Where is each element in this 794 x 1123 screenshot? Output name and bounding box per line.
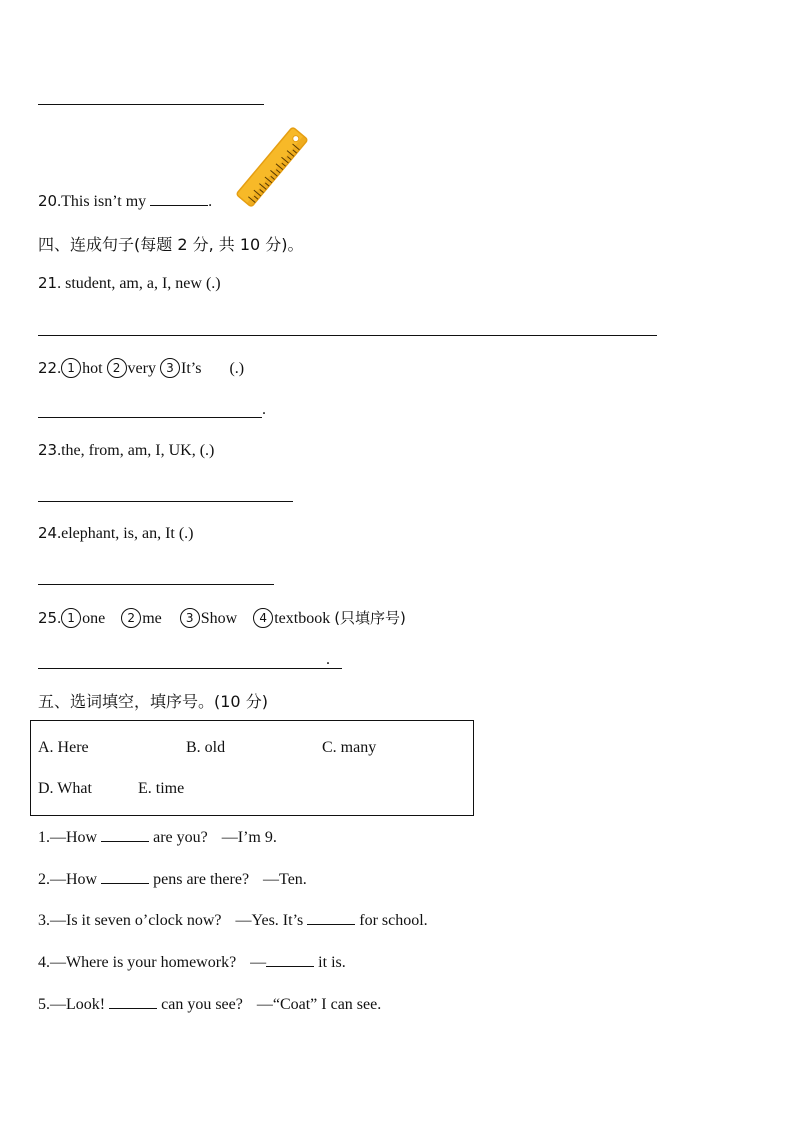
circled-number: 2 (107, 358, 127, 378)
answer-line-25[interactable] (38, 668, 342, 669)
question-24: 24.elephant, is, an, It (.) (38, 524, 194, 542)
question-text: .This isn’t my (57, 193, 147, 210)
word-options-box (30, 720, 474, 816)
answer-line-23[interactable] (38, 501, 293, 502)
circled-number: 3 (160, 358, 180, 378)
question-number: 20 (38, 192, 58, 210)
question-text: . student, am, a, I, new (.) (57, 275, 221, 292)
circled-number: 1 (61, 608, 81, 628)
answer-line-22[interactable] (38, 417, 262, 418)
fill-question-3: 3.—Is it seven o’clock now? —Yes. It’s for school. (38, 912, 428, 929)
fill-question-5: 5.—Look! can you see? —“Coat” I can see. (38, 996, 382, 1013)
question-22: 22. 1 hot 2 very 3 It’s (.) (38, 359, 245, 377)
answer-blank[interactable] (150, 191, 208, 206)
fill-question-1: 1.—How are you? —I’m 9. (38, 829, 277, 846)
circled-number: 4 (253, 608, 273, 628)
fill-question-2: 2.—How pens are there? —Ten. (38, 871, 307, 888)
option-c: C. many (322, 739, 377, 756)
answer-blank[interactable] (307, 910, 355, 925)
answer-blank[interactable] (109, 994, 157, 1009)
section-5-title: 五、选词填空，填序号。(10 分) (38, 692, 268, 711)
question-21 (38, 274, 221, 293)
section-4-title: 四、连成句子(每题 2 分, 共 10 分)。 (38, 235, 304, 254)
circled-number: 3 (180, 608, 200, 628)
answer-blank[interactable] (266, 952, 314, 967)
ruler-icon (232, 124, 312, 210)
question-20: 20.This isn’t my . (38, 192, 213, 210)
option-a: A. Here (38, 739, 89, 756)
fill-question-4: 4.—Where is your homework? — it is. (38, 954, 346, 971)
circled-number: 2 (121, 608, 141, 628)
answer-line-19 (38, 104, 264, 105)
answer-blank[interactable] (101, 827, 149, 842)
answer-line-21[interactable] (38, 335, 657, 336)
option-e: E. time (138, 780, 185, 797)
answer-blank[interactable] (101, 869, 149, 884)
answer-line-24[interactable] (38, 584, 274, 585)
question-23: 23.the, from, am, I, UK, (.) (38, 441, 215, 459)
question-number: 21 (38, 274, 58, 292)
option-d: D. What (38, 780, 92, 797)
question-25: 25. 1 one 2 me 3 Show 4 textbook (只填序号) (38, 609, 406, 627)
circled-number: 1 (61, 358, 81, 378)
option-b: B. old (186, 739, 226, 756)
